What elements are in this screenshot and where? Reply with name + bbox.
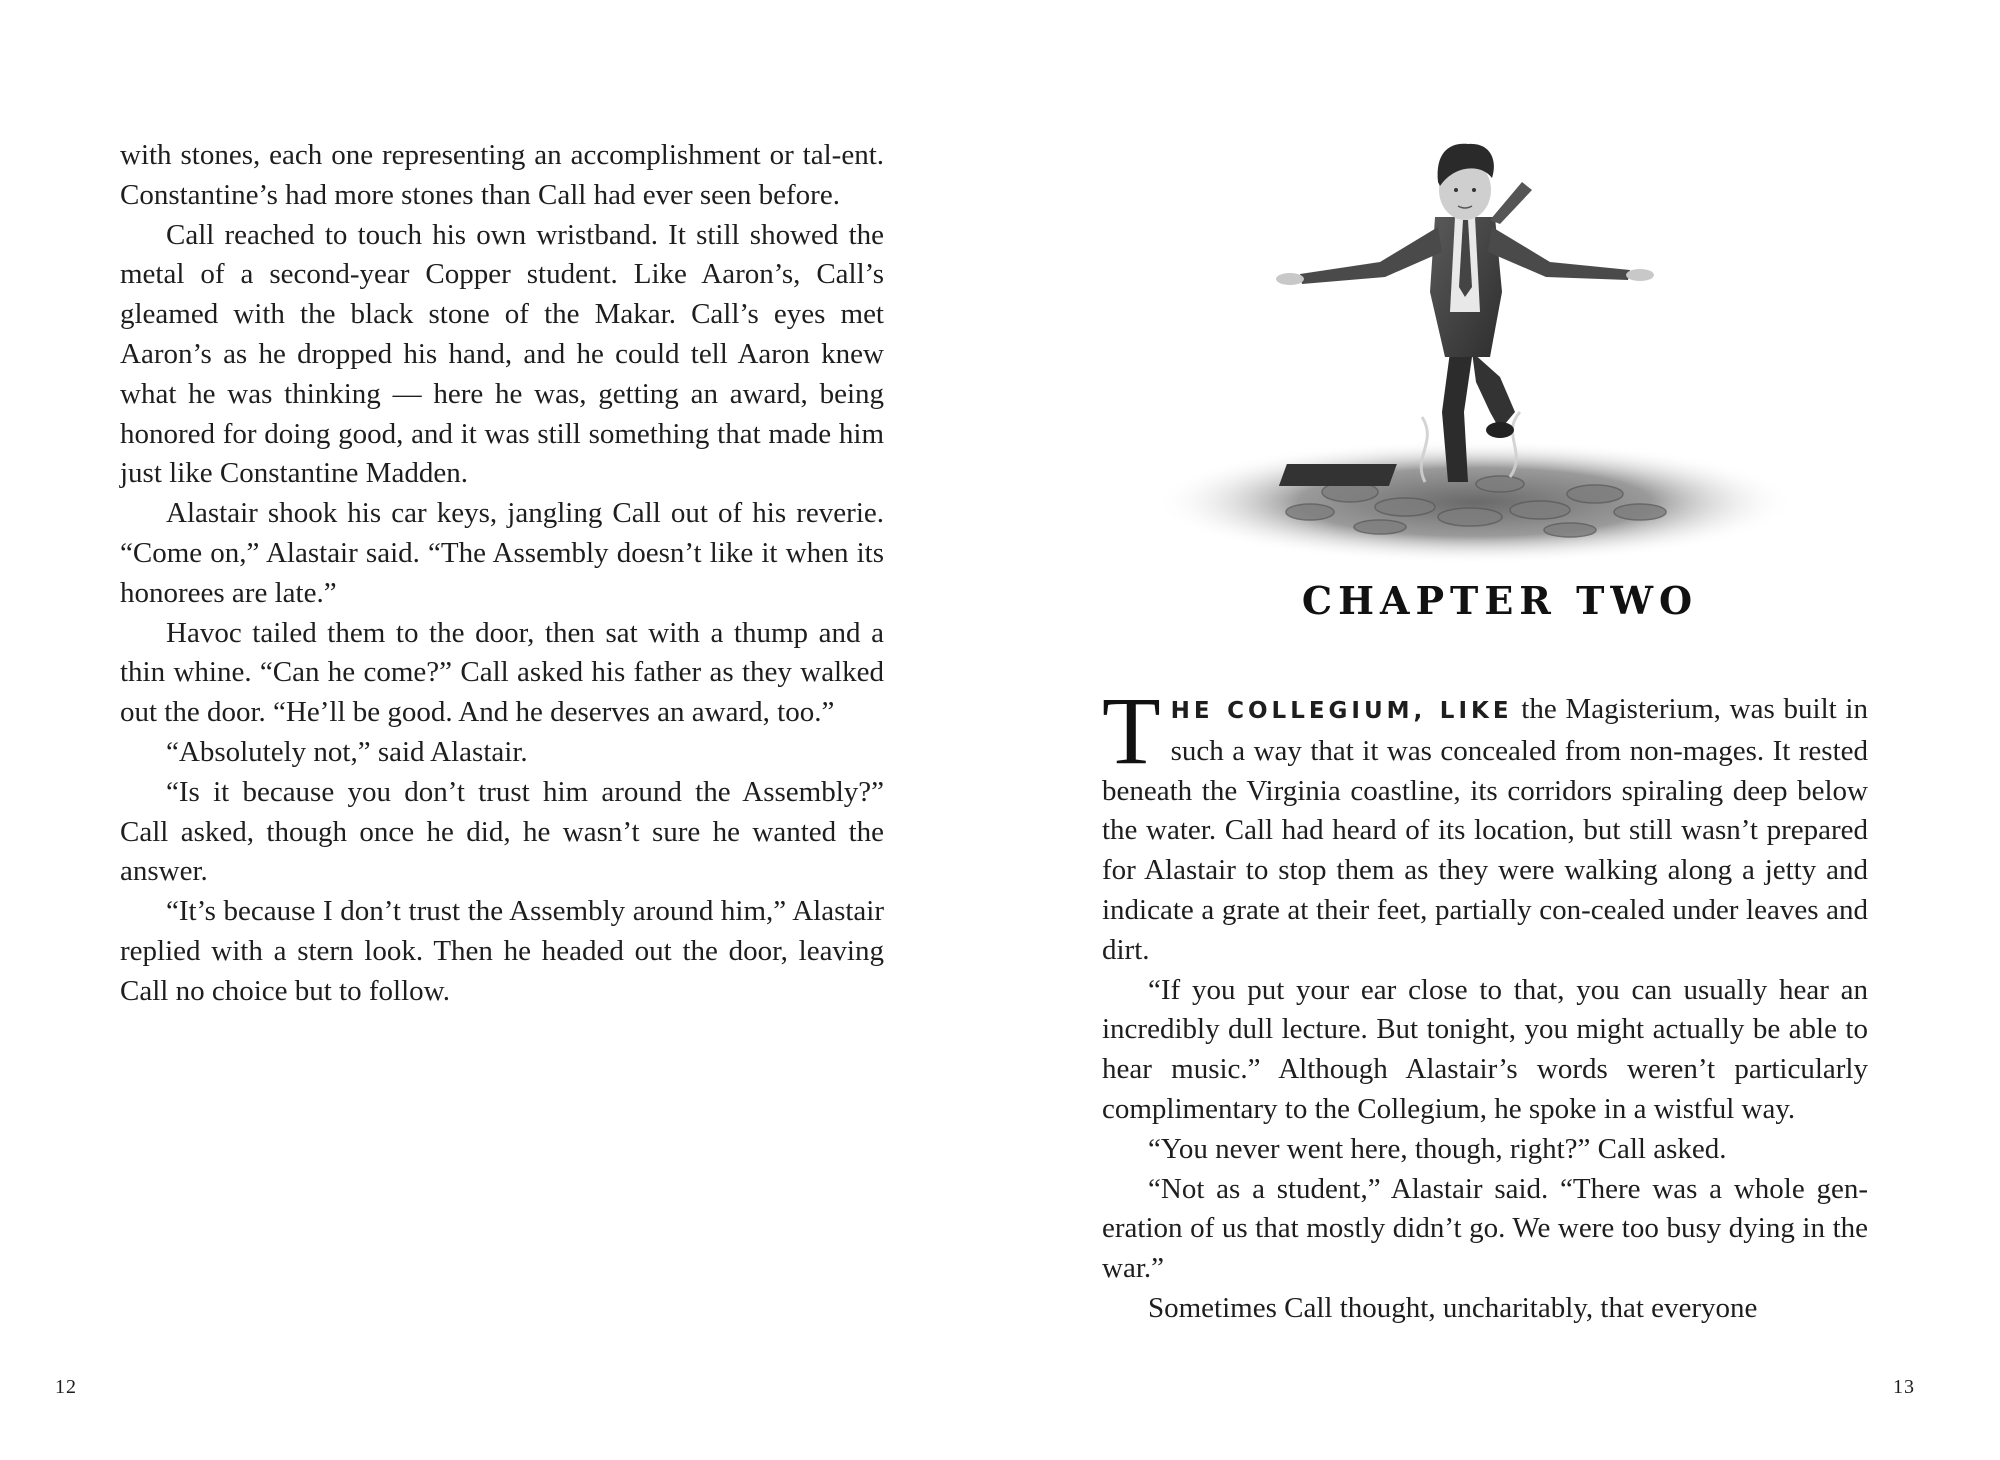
drop-cap: T	[1102, 677, 1161, 784]
right-paragraph-1	[1102, 677, 1868, 971]
left-paragraph-4: Havoc tailed them to the door, then sat with a thump and a thin whine. “Can he come?” Call asked his father as they walked out the door. “He’ll be good. And he deserves an award, too.”	[120, 616, 884, 729]
page-number-left: 12	[55, 1376, 77, 1398]
boy-figure	[1276, 144, 1654, 482]
opening-text: the Magisterium, was built in such a way that it was concealed from non-mages. It rested beneath the Virginia coastline, its corridors spiraling deep below the water. Call had heard of its location, but still wasn’t prepared for Alastair to stop them as they were walking along a jetty and indicate a grate at their feet, partially con-cealed under leaves and dirt.	[1102, 693, 1868, 966]
opening-smallcaps: HE COLLEGIUM, LIKE	[1170, 698, 1513, 724]
floor-shadow	[1155, 440, 1795, 562]
right-paragraph-3: “You never went here, though, right?” Call asked.	[1148, 1132, 1727, 1165]
right-page	[1000, 0, 2000, 1460]
chapter-illustration	[1150, 112, 1800, 562]
right-paragraph-4: “Not as a student,” Alastair said. “There was a whole gen-eration of us that mostly didn’t go. We were too busy dying in the war.”	[1102, 1172, 1868, 1285]
right-page-body	[1102, 677, 1868, 1329]
right-paragraph-2: “If you put your ear close to that, you can usually hear an incredibly dull lecture. But tonight, you might actually be able to hear music.” Although Alastair’s words weren’t particularly complimentary to the Collegium, he spoke in a wistful way.	[1102, 973, 1868, 1125]
left-paragraph-3: Alastair shook his car keys, jangling Call out of his reverie. “Come on,” Alastair said. “The Assembly doesn’t like it when its honorees are late.”	[120, 497, 884, 609]
right-paragraph-5: Sometimes Call thought, uncharitably, that everyone	[1148, 1291, 1758, 1324]
grate	[1279, 464, 1397, 486]
left-paragraph-2: Call reached to touch his own wristband. It still showed the metal of a second-year Copper student. Like Aaron’s, Call’s gleamed with the black stone of the Makar. Call’s eyes met Aaron’s as he dropped his hand, and he could tell Aaron knew what he was thinking — here he was, getting an award, being honored for doing good, and it was still something that made him just like Constantine Madden.	[120, 218, 884, 490]
page-number-right: 13	[1893, 1376, 1915, 1398]
left-paragraph-6: “Is it because you don’t trust him around the Assembly?” Call asked, though once he did, he wasn’t sure he wanted the answer.	[120, 775, 884, 888]
left-page-body	[120, 136, 884, 1012]
left-paragraph-5: “Absolutely not,” said Alastair.	[166, 735, 528, 768]
left-paragraph-1: with stones, each one representing an accomplishment or tal-ent. Constantine’s had more stones than Call had ever seen before.	[120, 139, 884, 211]
chapter-title: CHAPTER TWO	[1301, 578, 1699, 623]
left-paragraph-7: “It’s because I don’t trust the Assembly around him,” Alastair replied with a stern look. Then he headed out the door, leaving Call no choice but to follow.	[120, 895, 884, 1007]
